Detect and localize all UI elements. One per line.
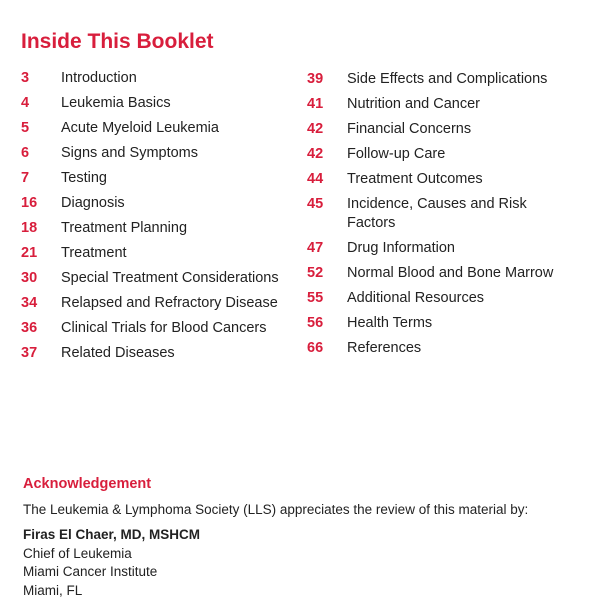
reviewer-institution: Miami Cancer Institute <box>23 564 158 579</box>
toc-entry[interactable] <box>307 264 597 283</box>
toc-page-number: 21 <box>21 245 38 261</box>
toc-entry[interactable] <box>307 314 597 333</box>
toc-entry[interactable] <box>307 170 597 189</box>
toc-entry[interactable] <box>307 339 597 358</box>
toc-entry-label: Follow-up Care <box>347 146 446 162</box>
toc-entry-label: Health Terms <box>347 315 433 331</box>
toc-entry-label: References <box>347 340 422 356</box>
toc-entry[interactable] <box>21 169 311 188</box>
toc-entry[interactable] <box>21 244 311 263</box>
toc-entry[interactable] <box>307 70 597 89</box>
toc-entry-label: Treatment <box>61 245 127 261</box>
toc-page-number: 42 <box>307 146 324 162</box>
toc-page-number: 56 <box>307 315 324 331</box>
toc-entry-label: Additional Resources <box>347 290 485 306</box>
toc-page-number: 16 <box>21 195 38 211</box>
toc-entry[interactable] <box>307 289 597 308</box>
toc-page-number: 55 <box>307 290 324 306</box>
toc-entry[interactable] <box>307 120 597 139</box>
reviewer-name: Firas El Chaer, MD, MSHCM <box>23 527 201 542</box>
toc-entry[interactable] <box>21 219 311 238</box>
toc-entry-label: Diagnosis <box>61 195 125 211</box>
toc-page-number: 36 <box>21 320 38 336</box>
toc-entry[interactable] <box>21 94 311 113</box>
reviewer-title: Chief of Leukemia <box>23 545 132 561</box>
toc-entry-label: Special Treatment Considerations <box>61 270 279 286</box>
toc-entry-label: Normal Blood and Bone Marrow <box>347 265 554 281</box>
reviewer-location: Miami, FL <box>23 582 83 598</box>
reviewer-block <box>23 526 200 600</box>
toc-entry[interactable] <box>21 119 311 138</box>
toc-entry-label: Treatment Outcomes <box>347 171 483 187</box>
toc-entry[interactable] <box>307 145 597 164</box>
toc-page-number: 7 <box>21 170 30 186</box>
toc-entry[interactable] <box>21 344 311 363</box>
toc-page-number: 52 <box>307 265 324 281</box>
toc-page-number: 6 <box>21 145 30 161</box>
booklet-title: Inside This Booklet <box>21 30 214 53</box>
toc-page-number: 41 <box>307 96 324 112</box>
toc-entry[interactable] <box>21 194 311 213</box>
toc-entry-label: Financial Concerns <box>347 121 472 137</box>
toc-page-number: 30 <box>21 270 38 286</box>
toc-entry[interactable] <box>21 269 311 288</box>
toc-right-column <box>307 70 597 364</box>
toc-entry-label: Nutrition and Cancer <box>347 96 480 112</box>
toc-page-number: 39 <box>307 71 324 87</box>
toc-page-number: 37 <box>21 345 38 361</box>
toc-entry-label: Introduction <box>61 70 137 86</box>
toc-entry[interactable] <box>21 319 311 338</box>
toc-page-number: 34 <box>21 295 38 311</box>
toc-entry-label: Side Effects and Complications <box>347 71 548 87</box>
toc-entry[interactable] <box>307 95 597 114</box>
toc-entry-label: Testing <box>61 170 107 186</box>
toc-entry-label: Relapsed and Refractory Disease <box>61 295 278 311</box>
toc-entry-label: Drug Information <box>347 240 455 256</box>
toc-entry-label: Clinical Trials for Blood Cancers <box>61 320 267 336</box>
toc-entry-label: Signs and Symptoms <box>61 145 199 161</box>
toc-page-number: 45 <box>307 196 324 212</box>
toc-page-number: 3 <box>21 70 30 86</box>
toc-page-number: 42 <box>307 121 324 137</box>
toc-entry-label: Leukemia Basics <box>61 95 171 111</box>
acknowledgement-heading: Acknowledgement <box>23 476 152 492</box>
toc-left-column <box>21 69 311 369</box>
toc-page-number: 4 <box>21 95 30 111</box>
toc-entry[interactable] <box>307 239 597 258</box>
toc-entry[interactable] <box>21 294 311 313</box>
toc-page-number: 44 <box>307 171 324 187</box>
toc-page-number: 47 <box>307 240 324 256</box>
toc-page-number: 66 <box>307 340 324 356</box>
acknowledgement-text: The Leukemia & Lymphoma Society (LLS) appreciates the review of this material by: <box>23 502 529 517</box>
toc-page-number: 18 <box>21 220 38 236</box>
toc-entry[interactable] <box>21 144 311 163</box>
toc-entry-label: Incidence, Causes and Risk Factors <box>347 196 527 231</box>
toc-entry[interactable] <box>21 69 311 88</box>
toc-entry-label: Related Diseases <box>61 345 175 361</box>
toc-page-number: 5 <box>21 120 30 136</box>
toc-entry[interactable] <box>307 195 597 233</box>
toc-entry-label: Treatment Planning <box>61 220 188 236</box>
toc-entry-label: Acute Myeloid Leukemia <box>61 120 219 136</box>
